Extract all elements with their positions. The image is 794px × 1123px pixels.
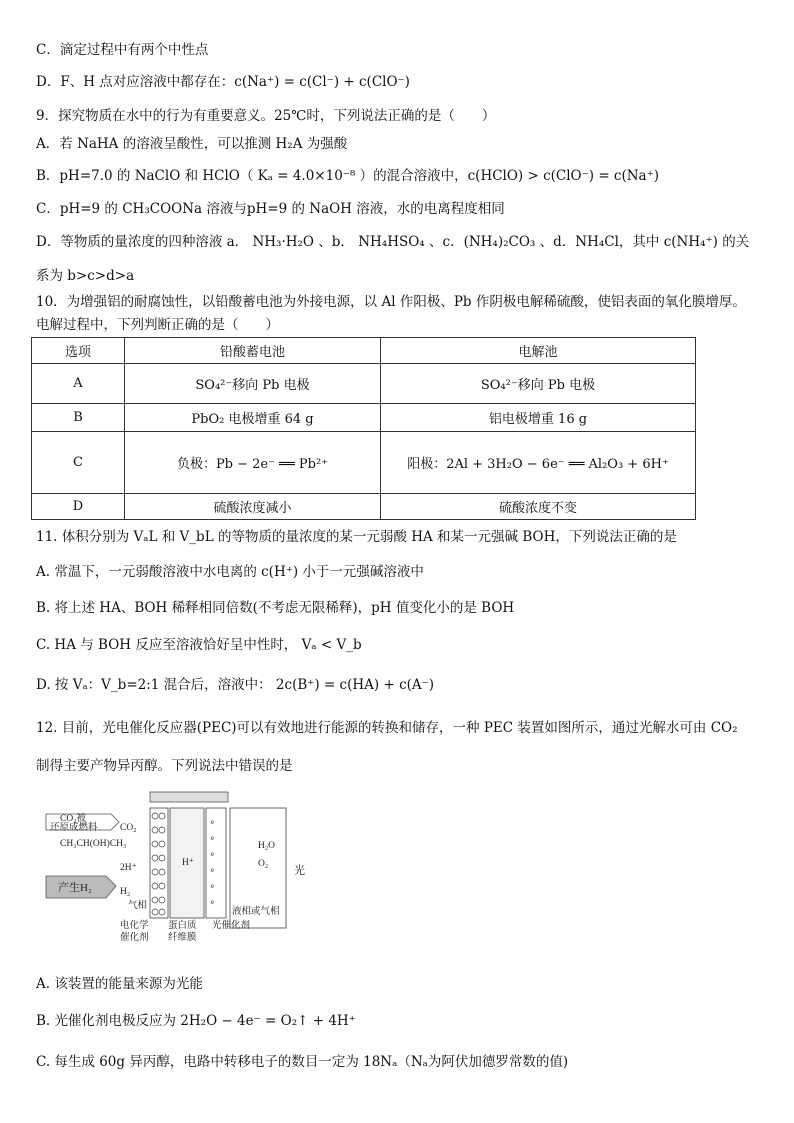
table-cell: 阳极：2Al + 3H₂O − 6e⁻ ══ Al₂O₃ + 6H⁺ (381, 432, 696, 494)
fig-label1a: 电化学 (120, 921, 149, 931)
table-cell: A (32, 364, 125, 404)
fig-liquid-gas: 液相或气相 (232, 907, 280, 917)
q12-stem-1: 12. 目前，光电催化反应器(PEC)可以有效地进行能源的转换和储存，一种 PEC 装置如图所示，通过光解水可由 CO₂ (36, 720, 738, 736)
q9-stem: 9．探究物质在水中的行为有重要意义。25℃时，下列说法正确的是（ ） (36, 108, 496, 124)
svg-text:e: e (211, 834, 215, 842)
q11-option-c: C. HA 与 BOH 反应至溶液恰好呈中性时， Vₐ < V_b (36, 637, 362, 653)
table-row (32, 404, 696, 432)
table-cell: 负极：Pb − 2e⁻ ══ Pb²⁺ (125, 432, 381, 494)
fig-light: 光 (294, 865, 305, 877)
table-cell: SO₄²⁻移向 Pb 电极 (381, 364, 696, 404)
q11-stem: 11. 体积分别为 VₐL 和 V_bL 的等物质的量浓度的某一元弱酸 HA 和某一元强碱 BOH，下列说法正确的是 (36, 529, 677, 545)
table-row (32, 432, 696, 494)
fig-h2o: H₂O (258, 841, 276, 851)
q10-table (31, 337, 696, 520)
fig-hplus: H⁺ (182, 858, 194, 868)
fig-label3: 光催化剂 (212, 921, 251, 931)
table-cell: 硫酸浓度不变 (381, 494, 696, 520)
table-header: 选项 (32, 338, 125, 364)
q9-option-d: D．等物质的量浓度的四种溶液 a． NH₃·H₂O 、b． NH₄HSO₄ 、c．(NH₄)₂CO₃ 、d．NH₄Cl，其中 c(NH₄⁺) 的关 (36, 234, 750, 250)
q9-option-c: C．pH=9 的 CH₃COONa 溶液与pH=9 的 NaOH 溶液，水的电离程度相同 (36, 201, 505, 217)
q9-option-b: B．pH=7.0 的 NaClO 和 HClO（ Kₐ = 4.0×10⁻⁸ ）的混合溶液中，c(HClO) > c(ClO⁻) = c(Na⁺) (36, 168, 659, 184)
q9-option-a: A．若 NaHA 的溶液呈酸性，可以推测 H₂A 为强酸 (36, 136, 348, 152)
svg-text:e: e (211, 850, 215, 858)
table-row (32, 364, 696, 404)
q11-option-a: A. 常温下，一元弱酸溶液中水电离的 c(H⁺) 小于一元强碱溶液中 (36, 564, 424, 580)
q10-stem-1: 10．为增强铝的耐腐蚀性，以铅酸蓄电池为外接电源，以 Al 作阳极、Pb 作阴极电解稀硫酸，使铝表面的氧化膜增厚。 (36, 294, 746, 310)
table-cell: 硫酸浓度减小 (125, 494, 381, 520)
q12-option-a: A. 该装置的能量来源为光能 (36, 976, 203, 992)
table-header: 电解池 (381, 338, 696, 364)
q11-option-b: B. 将上述 HA、BOH 稀释相同倍数(不考虑无限稀释)，pH 值变化小的是 BOH (36, 600, 515, 616)
fig-label2b: 纤维膜 (168, 933, 197, 943)
fig-box1a: CO₂被 (60, 814, 87, 824)
q11-option-d: D. 按 Vₐ：V_b=2:1 混合后，溶液中： 2c(B⁺) = c(HA) + c(A⁻) (36, 677, 435, 693)
fig-box2: 产生H₂ (58, 882, 92, 894)
q9-option-d-cont: 系为 b>c>d>a (36, 268, 135, 284)
fig-co2: CO₂ (120, 823, 137, 833)
table-cell: D (32, 494, 125, 520)
q8-option-c: C．滴定过程中有两个中性点 (36, 42, 209, 58)
fig-product: CH₃CH(OH)CH₃ (60, 839, 127, 849)
table-row (32, 494, 696, 520)
fig-label2a: 蛋白质 (168, 921, 197, 931)
table-header: 铅酸蓄电池 (125, 338, 381, 364)
fig-2hplus: 2H⁺ (120, 863, 137, 873)
svg-text:e: e (211, 882, 215, 890)
table-cell: C (32, 432, 125, 494)
q12-stem-2: 制得主要产物异丙醇。下列说法中错误的是 (36, 758, 293, 774)
svg-text:e: e (211, 866, 215, 874)
pec-device-figure (36, 790, 306, 950)
table-cell: 铝电极增重 16 g (381, 404, 696, 432)
table-cell: B (32, 404, 125, 432)
table-cell: PbO₂ 电极增重 64 g (125, 404, 381, 432)
q12-option-b: B. 光催化剂电极反应为 2H₂O − 4e⁻ = O₂↑ + 4H⁺ (36, 1013, 356, 1029)
table-cell: SO₄²⁻移向 Pb 电极 (125, 364, 381, 404)
svg-text:e: e (211, 898, 215, 906)
fig-gas: 气相 (128, 901, 148, 911)
q8-option-d: D．F、H 点对应溶液中都存在：c(Na⁺) = c(Cl⁻) + c(ClO⁻) (36, 74, 410, 90)
fig-h2: H₂ (120, 887, 131, 897)
fig-label1b: 催化剂 (120, 933, 149, 943)
fig-box1b: 还原成燃料 (50, 823, 98, 833)
q12-option-c: C. 每生成 60g 异丙醇，电路中转移电子的数目一定为 18Nₐ（Nₐ为阿伏加德罗常数的值) (36, 1054, 569, 1070)
q10-stem-2: 电解过程中，下列判断正确的是（ ） (36, 317, 279, 333)
svg-text:e: e (211, 818, 215, 826)
fig-o2: O₂ (258, 859, 269, 869)
